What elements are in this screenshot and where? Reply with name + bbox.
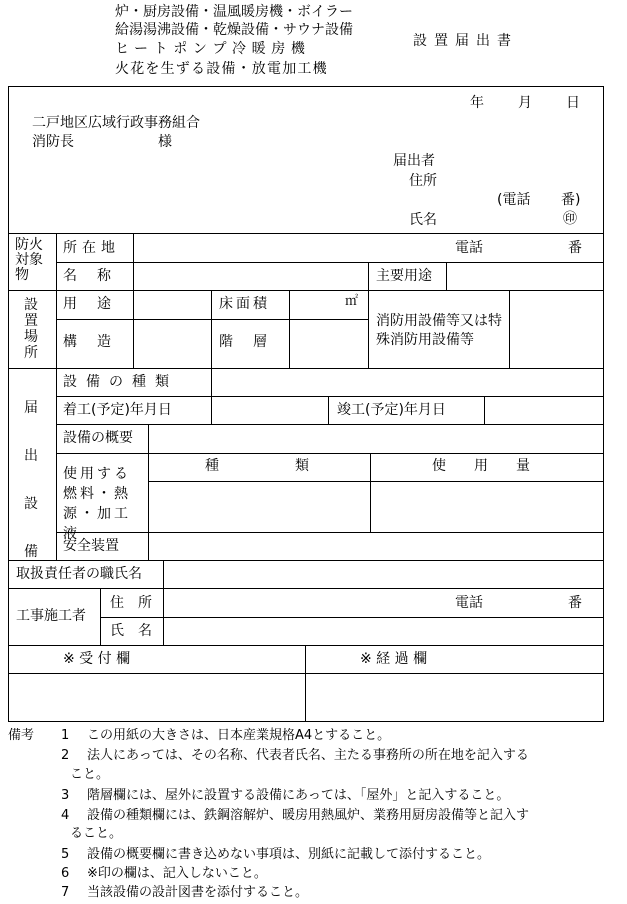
equipment-summary-label: 設備の概要 [63, 430, 133, 446]
date-year: 年 [470, 95, 484, 111]
organization-name: 二戸地区広域行政事務組合 [32, 115, 200, 131]
fuel-heat-source-label: 使用する燃料・熱源・加工液 [63, 466, 131, 542]
note-number: 6 [61, 866, 70, 881]
reception-header: ※ 受 付 欄 [63, 651, 131, 667]
floor-level-label: 階層 [219, 334, 287, 350]
contractor-label: 工事施工者 [16, 608, 86, 624]
applicant-phone-close: 番) [561, 192, 581, 208]
note-text: 階層欄には、屋外に設置する設備にあっては、「屋外」と記入すること。 [87, 788, 510, 803]
applicant-label: 届出者 [393, 153, 435, 169]
target-phone-label: 電話 [455, 240, 483, 256]
structure-label: 構造 [63, 334, 131, 350]
fire-equipment-label: 消防用設備等又は特殊消防用設備等 [376, 313, 502, 348]
fuel-amount-header: 使用量 [432, 458, 558, 474]
applicant-phone-open: (電話 [497, 192, 531, 208]
note-text: 当該設備の設計図書を添付すること。 [87, 885, 309, 900]
safety-device-label: 安全装置 [63, 538, 119, 554]
start-date-label: 着工(予定)年月日 [63, 402, 172, 418]
note-text: この用紙の大きさは、日本産業規格A4とすること。 [87, 728, 391, 743]
recipient-title: 消防長 [32, 134, 74, 150]
note-number: 5 [61, 847, 70, 862]
fuel-kind-header: 種類 [205, 458, 385, 474]
seal-mark: ㊞ [563, 211, 577, 227]
contractor-phone-label: 電話 [455, 595, 483, 611]
recipient-honorific: 様 [158, 134, 172, 150]
note-text: 設備の種類欄には、鉄鋼溶解炉、暖房用熱風炉、業務用厨房設備等と記入す [87, 808, 530, 823]
note-text: 法人にあっては、その名称、代表者氏名、主たる事務所の所在地を記入する [87, 748, 529, 763]
target-main-use-label: 主要用途 [376, 268, 432, 284]
note-text-continued: こと。 [70, 767, 110, 782]
facility-type-line-3: ヒートポンプ冷暖房機 [115, 41, 311, 57]
note-number: 3 [61, 788, 70, 803]
target-name-label: 名称 [63, 268, 131, 284]
contractor-address-label: 住所 [110, 595, 166, 611]
note-number: 1 [61, 728, 70, 743]
notes-heading: 備考 [8, 728, 35, 743]
note-number: 7 [61, 885, 70, 900]
note-text: 設備の概要欄に書き込めない事項は、別紙に記載して添付すること。 [87, 847, 491, 862]
floor-area-label: 床面積 [219, 296, 270, 312]
applicant-name-label: 氏名 [409, 212, 437, 228]
target-phone-suffix: 番 [568, 240, 582, 256]
install-section-label: 設置場所 [24, 297, 38, 361]
form-title: 設置届出書 [413, 33, 518, 49]
date-day: 日 [566, 95, 580, 111]
facility-section-label: 届出設備 [24, 400, 38, 560]
target-section-label: 防火対象物 [15, 237, 43, 283]
floor-area-unit: ㎡ [345, 294, 359, 309]
target-location-label: 所在地 [63, 240, 120, 256]
note-number: 2 [61, 748, 70, 763]
date-month: 月 [518, 95, 532, 111]
facility-type-line-2: 給湯湯沸設備・乾燥設備・サウナ設備 [115, 22, 353, 38]
contractor-name-label: 氏名 [110, 623, 166, 639]
note-text: ※印の欄は、記入しないこと。 [87, 866, 267, 881]
completion-date-label: 竣工(予定)年月日 [337, 402, 446, 418]
note-text-continued: ること。 [70, 826, 123, 841]
install-use-label: 用途 [63, 296, 131, 312]
note-number: 4 [61, 808, 70, 823]
equipment-type-label: 設備の種類 [63, 374, 178, 390]
progress-header: ※ 経 過 欄 [360, 651, 428, 667]
manager-label: 取扱責任者の職氏名 [16, 566, 142, 582]
facility-type-line-4: 火花を生ずる設備・放電加工機 [115, 61, 328, 77]
applicant-address-label: 住所 [409, 173, 437, 189]
contractor-phone-suffix: 番 [568, 595, 582, 611]
facility-type-line-1: 炉・厨房設備・温風暖房機・ボイラー [115, 4, 353, 20]
